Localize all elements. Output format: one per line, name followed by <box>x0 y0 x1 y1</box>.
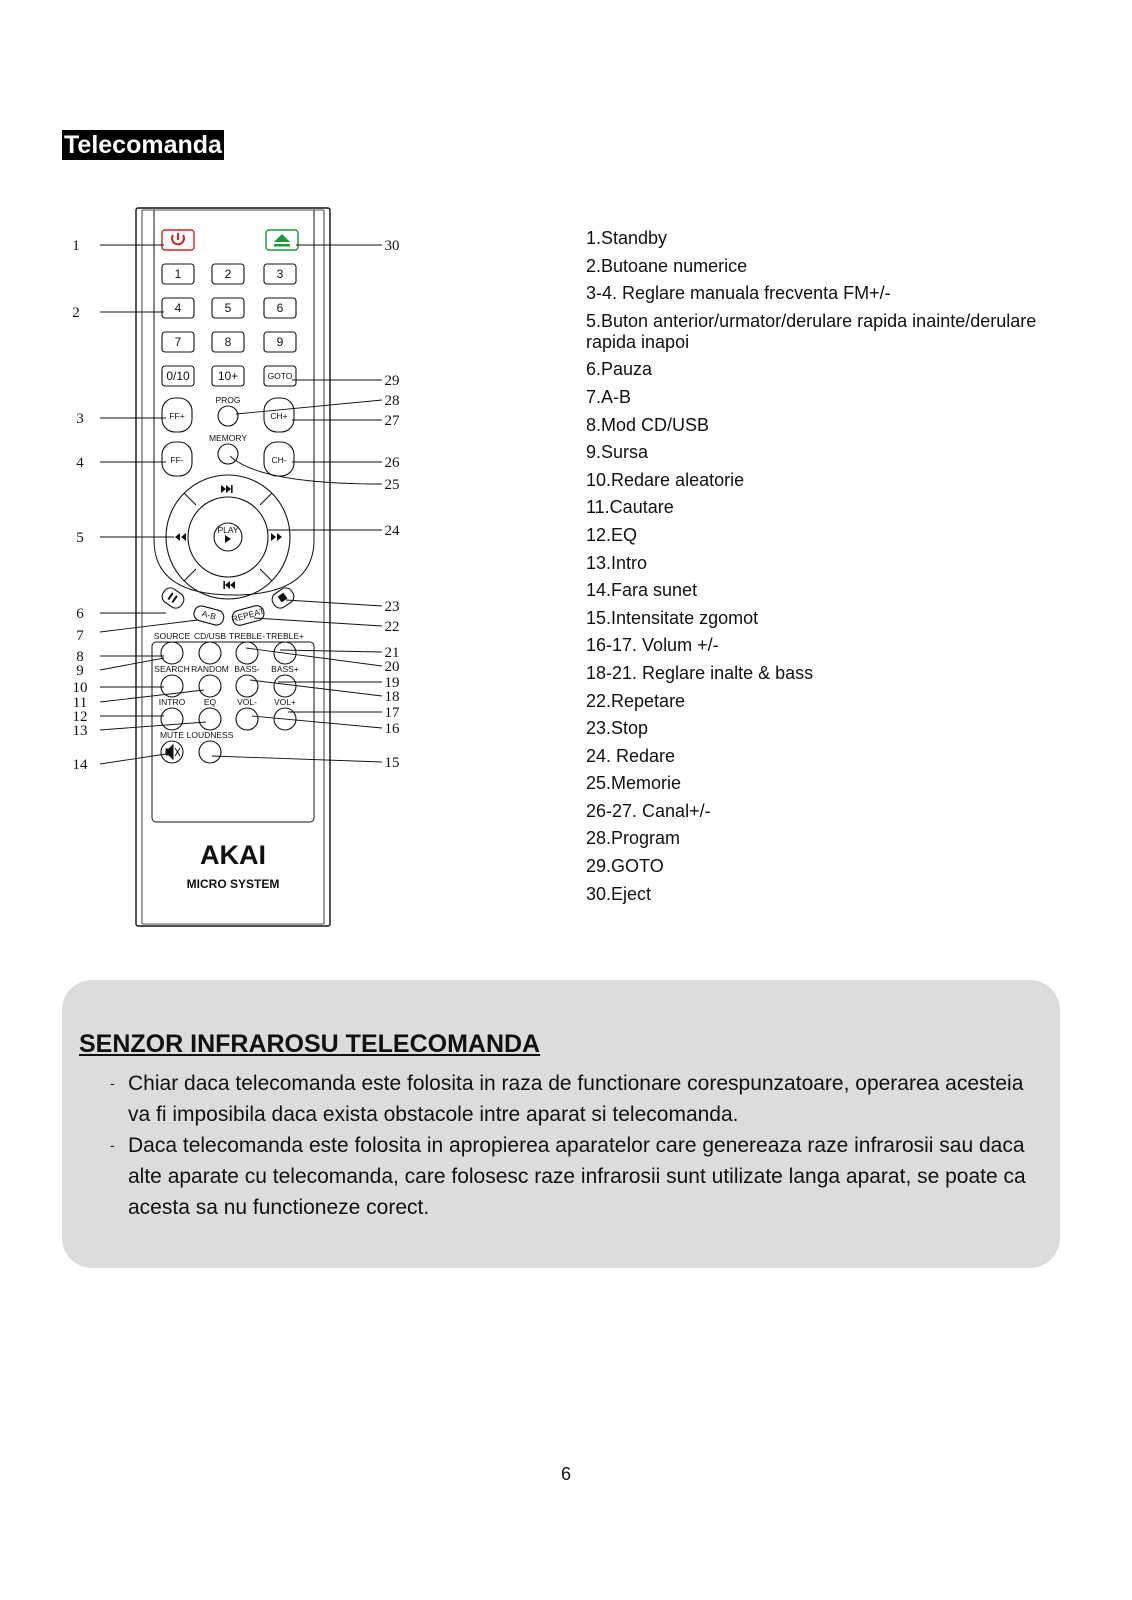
list-item: 5.Buton anterior/urmator/derulare rapida inainte/derulare rapida inapoi <box>586 310 1037 352</box>
list-item: 7.A-B <box>586 386 632 407</box>
remote-control-diagram <box>60 200 420 935</box>
key-3: 3 <box>276 267 284 281</box>
remote-body <box>136 208 330 926</box>
key-loudness-label: LOUDNESS <box>186 730 234 740</box>
key-intro-label: INTRO <box>158 697 186 707</box>
list-item: 2.Butoane numerice <box>586 255 748 276</box>
key-treble-plus-label: TREBLE+ <box>265 631 305 641</box>
list-item: 25.Memorie <box>586 773 682 794</box>
list-item: 12.EQ <box>586 524 638 545</box>
callout-1: 1 <box>72 238 80 254</box>
bullet-dash: - <box>110 1075 115 1091</box>
eject-button <box>266 230 298 250</box>
list-item: 14.Fara sunet <box>586 580 698 601</box>
key-ch-minus: CH- <box>271 455 287 465</box>
key-eq-label: EQ <box>203 697 217 707</box>
standby-button <box>162 230 194 250</box>
list-item: 9.Sursa <box>586 442 649 463</box>
feature-list <box>586 228 1086 911</box>
page-number: 6 <box>560 1464 571 1484</box>
key-memory-label: MEMORY <box>208 433 248 443</box>
key-bass-plus-label: BASS+ <box>271 664 299 674</box>
callout-30: 30 <box>384 238 400 254</box>
callout-16: 16 <box>384 721 400 737</box>
sensor-title: SENZOR INFRAROSU TELECOMANDA <box>79 1030 541 1058</box>
callout-27: 27 <box>384 413 400 429</box>
key-random-label: RANDOM <box>191 664 229 674</box>
sensor-info-box <box>62 980 1060 1268</box>
callout-5: 5 <box>76 530 84 546</box>
key-vol-plus-label: VOL+ <box>274 697 296 707</box>
brand-logo: AKAI <box>200 840 266 870</box>
list-item: 11.Cautare <box>586 497 674 518</box>
list-item: 3-4. Reglare manuala frecventa FM+/- <box>586 283 891 304</box>
key-ab-label: A-B <box>200 608 218 622</box>
key-treble-minus-label: TREBLE- <box>229 631 265 641</box>
list-item: 23.Stop <box>586 718 649 739</box>
list-item: 29.GOTO <box>586 856 664 877</box>
callout-10: 10 <box>72 680 88 696</box>
key-play-label: PLAY <box>217 525 239 535</box>
callout-21: 21 <box>384 645 400 661</box>
callout-26: 26 <box>384 455 400 471</box>
list-item: 16-17. Volum +/- <box>586 635 719 656</box>
bullet-dash: - <box>110 1137 115 1153</box>
callout-15: 15 <box>384 755 400 771</box>
key-7: 7 <box>174 335 182 349</box>
sensor-paragraph-text: Chiar daca telecomanda este folosita in raza de functionare corespunzatoare, operarea acesteia va fi imposibila daca exista obstacole intre aparat si telecomanda. <box>128 1072 1024 1126</box>
sensor-paragraph <box>110 1068 1028 1130</box>
list-item: 26-27. Canal+/- <box>586 800 711 821</box>
list-item: 6.Pauza <box>586 359 653 380</box>
list-item: 10.Redare aleatorie <box>586 469 745 490</box>
key-ch-plus: CH+ <box>270 411 288 421</box>
callout-19: 19 <box>384 675 400 691</box>
callout-25: 25 <box>384 477 400 493</box>
key-mute-label: MUTE <box>159 730 185 740</box>
brand-model: MICRO SYSTEM <box>186 877 280 891</box>
list-item: 13.Intro <box>586 552 648 573</box>
key-6: 6 <box>276 301 284 315</box>
key-goto: GOTO <box>267 371 293 381</box>
mute-icon <box>166 745 180 759</box>
callout-23: 23 <box>384 599 400 615</box>
callout-8: 8 <box>76 649 84 665</box>
callout-12: 12 <box>72 709 88 725</box>
callout-24: 24 <box>384 523 400 539</box>
key-cdusb-label: CD/USB <box>193 631 227 641</box>
callout-13: 13 <box>72 723 88 739</box>
callout-18: 18 <box>384 689 400 705</box>
key-0-10: 0/10 <box>166 369 190 383</box>
callout-6: 6 <box>76 606 84 622</box>
key-10-plus: 10+ <box>217 369 239 383</box>
key-2: 2 <box>224 267 232 281</box>
list-item: 30.Eject <box>586 883 652 904</box>
list-item: 15.Intensitate zgomot <box>586 607 759 628</box>
sensor-paragraph <box>110 1130 1028 1223</box>
key-ff-plus: FF+ <box>169 411 185 421</box>
key-5: 5 <box>224 301 232 315</box>
key-search-label: SEARCH <box>154 664 190 674</box>
callout-7: 7 <box>76 628 84 644</box>
callout-22: 22 <box>384 619 400 635</box>
page-title: Telecomanda <box>64 131 222 159</box>
callout-4: 4 <box>76 455 84 471</box>
key-source-label: SOURCE <box>153 631 191 641</box>
key-ff-minus: FF- <box>170 455 184 465</box>
list-item: 24. Redare <box>586 745 676 766</box>
callout-14: 14 <box>72 757 88 773</box>
sensor-paragraph-text: Daca telecomanda este folosita in apropierea aparatelor care genereaza raze infrarosii sau daca alte aparate cu telecomanda, care folosesc raze infrarosii sunt utilizate langa aparat, se poate ca acesta sa nu functioneze corect. <box>128 1134 1026 1219</box>
list-item: 28.Program <box>586 828 681 849</box>
key-prog-label: PROG <box>215 395 241 405</box>
callout-17: 17 <box>384 705 400 721</box>
callout-3: 3 <box>76 411 84 427</box>
callout-11: 11 <box>72 695 88 711</box>
key-8: 8 <box>224 335 232 349</box>
key-1: 1 <box>174 267 182 281</box>
list-item: 1.Standby <box>586 228 668 248</box>
list-item: 8.Mod CD/USB <box>586 414 710 435</box>
list-item: 18-21. Reglare inalte & bass <box>586 662 814 683</box>
callout-28: 28 <box>384 393 400 409</box>
key-4: 4 <box>174 301 182 315</box>
callout-20: 20 <box>384 659 400 675</box>
callout-29: 29 <box>384 373 400 389</box>
key-vol-minus-label: VOL- <box>237 697 257 707</box>
key-9: 9 <box>276 335 284 349</box>
callout-9: 9 <box>76 663 84 679</box>
key-bass-minus-label: BASS- <box>234 664 260 674</box>
callout-2: 2 <box>72 305 80 321</box>
list-item: 22.Repetare <box>586 690 686 711</box>
key-repeat-label: REPEAT <box>230 605 266 625</box>
